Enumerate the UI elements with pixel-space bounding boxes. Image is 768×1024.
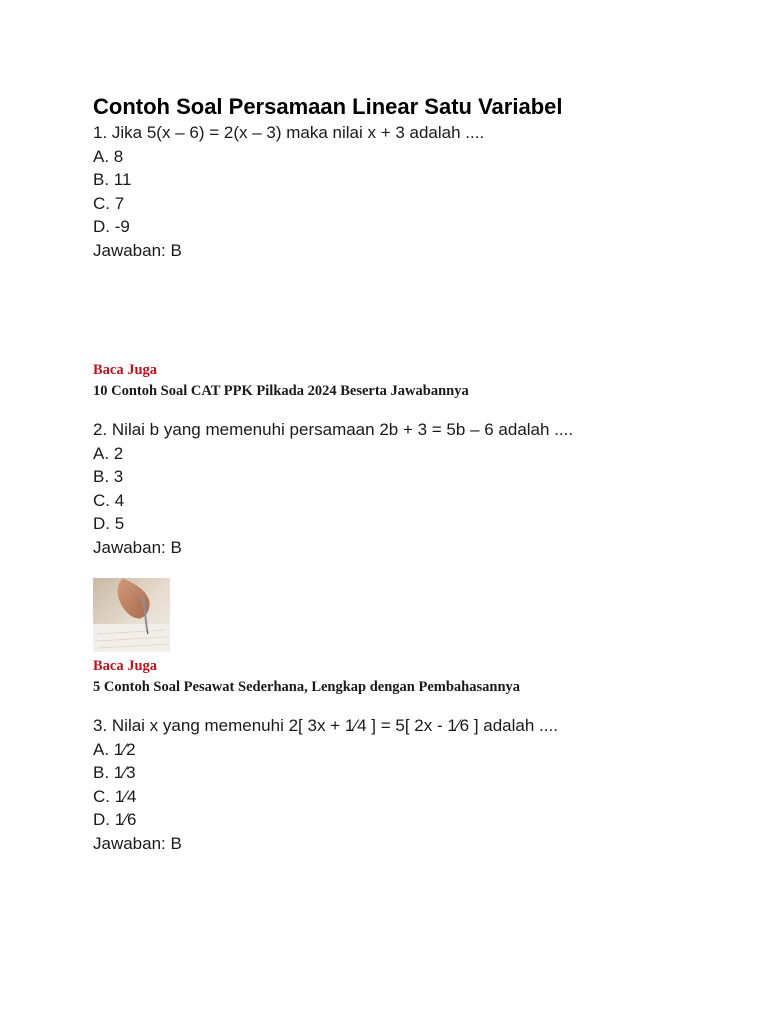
question-text: 3. Nilai x yang memenuhi 2[ 3x + 1⁄4 ] = 5[ 2x - 1⁄6 ] adalah .... <box>93 716 558 735</box>
option-d: D. 5 <box>93 514 125 533</box>
option-b: B. 1⁄3 <box>93 763 136 782</box>
related-thumbnail-image[interactable] <box>93 578 170 652</box>
answer: Jawaban: B <box>93 240 182 260</box>
question-3 <box>93 714 713 855</box>
question-text: 2. Nilai b yang memenuhi persamaan 2b + 3 = 5b – 6 adalah .... <box>93 420 574 439</box>
option-d: D. 1⁄6 <box>93 810 137 829</box>
question-text: 1. Jika 5(x – 6) = 2(x – 3) maka nilai x + 3 adalah .... <box>93 123 485 142</box>
option-a: A. 8 <box>93 146 124 166</box>
answer: Jawaban: B <box>93 537 182 557</box>
answer: Jawaban: B <box>93 833 182 853</box>
option-c: C. 4 <box>93 490 125 510</box>
read-also-label: Baca Juga <box>93 658 158 674</box>
related-article-2[interactable] <box>93 656 713 699</box>
read-also-label: Baca Juga <box>93 362 158 378</box>
related-headline-link[interactable]: 10 Contoh Soal CAT PPK Pilkada 2024 Beserta Jawabannya <box>93 383 469 399</box>
option-c: C. 1⁄4 <box>93 786 137 806</box>
option-b: B. 3 <box>93 467 124 486</box>
related-headline-link[interactable]: 5 Contoh Soal Pesawat Sederhana, Lengkap dengan Pembahasannya <box>93 679 521 695</box>
question-2 <box>93 418 713 559</box>
option-c: C. 7 <box>93 193 125 213</box>
related-article-1[interactable] <box>93 360 713 403</box>
option-a: A. 1⁄2 <box>93 739 136 759</box>
article-title: Contoh Soal Persamaan Linear Satu Variabel <box>93 94 563 119</box>
question-1 <box>93 121 713 262</box>
option-b: B. 11 <box>93 170 132 189</box>
option-a: A. 2 <box>93 443 124 463</box>
option-d: D. -9 <box>93 217 130 236</box>
article <box>93 94 713 855</box>
